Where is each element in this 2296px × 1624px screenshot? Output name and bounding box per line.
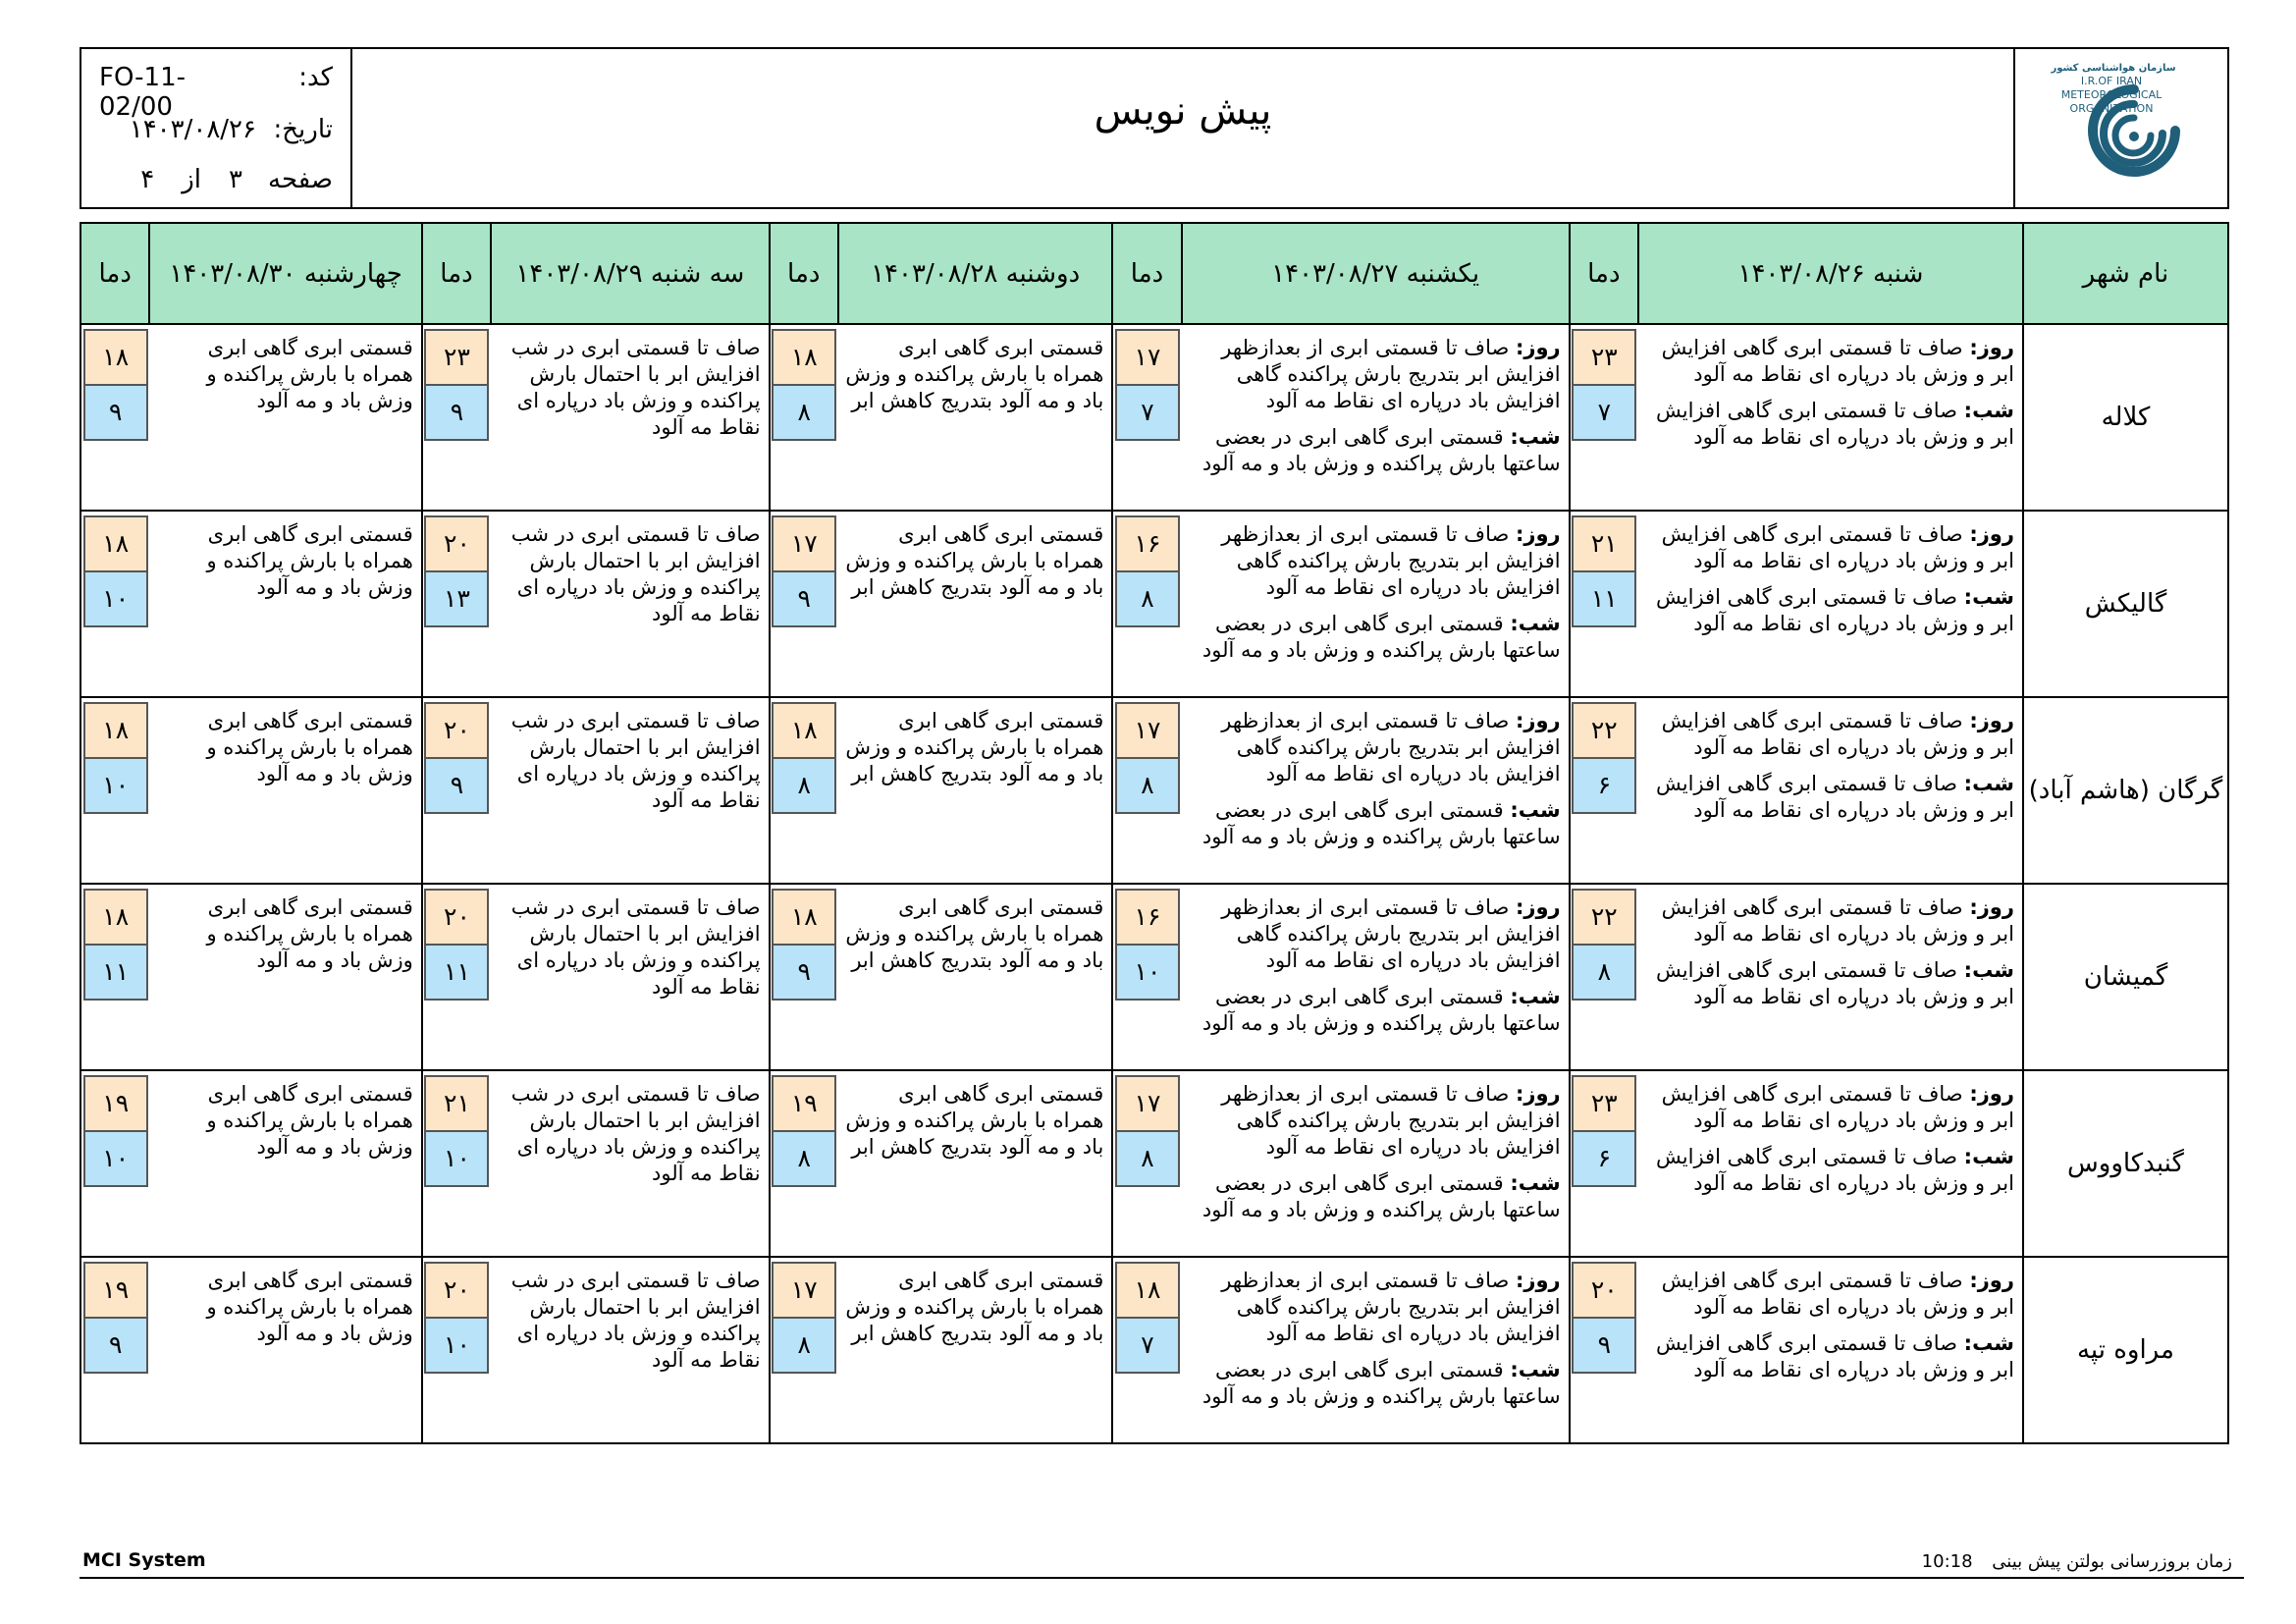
day-4-temp [422,324,491,511]
min-temp: ۱۱ [1574,572,1634,625]
night-forecast: شب: صاف تا قسمتی ابری گاهی افزایش ابر و وزش باد درپاره ای نقاط مه آلود [1656,772,2014,822]
min-temp: ۹ [774,572,834,625]
min-temp: ۱۰ [426,1132,487,1185]
night-forecast: شب: قسمتی ابری گاهی ابری در بعضی ساعتها بارش پراکنده و وزش باد و مه آلود [1201,798,1561,848]
min-temp: ۷ [1574,386,1634,439]
max-temp: ۲۱ [426,1077,487,1132]
temp-box [1115,1262,1180,1374]
temp-box [1572,1075,1636,1187]
temp-box [424,702,489,814]
day-5-temp [80,884,149,1070]
min-temp: ۱۰ [85,572,146,625]
max-temp: ۱۸ [774,891,834,946]
day-5-header: چهارشنبه ۱۴۰۳/۰۸/۳۰ [149,223,421,324]
org-logo [2013,49,2227,207]
max-temp: ۱۸ [85,517,146,572]
day-1-forecast [1638,324,2023,511]
min-temp: ۱۰ [85,759,146,812]
night-label: شب: [1510,425,1561,449]
footer-update-label: زمان بروزرسانی بولتن پیش بینی [1992,1551,2232,1572]
temp-box [1572,515,1636,627]
day-forecast: روز: صاف تا قسمتی ابری گاهی افزایش ابر و وزش باد درپاره ای نقاط مه آلود [1661,709,2014,759]
day-2-forecast [1182,324,1570,511]
day-1-temp [1570,884,1638,1070]
day-3-temp [770,1070,838,1257]
table-header-row [80,223,2228,324]
page-row [99,165,333,194]
night-forecast: شب: قسمتی ابری گاهی ابری در بعضی ساعتها بارش پراکنده و وزش باد و مه آلود [1201,612,1561,662]
temp-header: دما [1570,223,1638,324]
day-4-temp [422,884,491,1070]
temp-header: دما [770,223,838,324]
night-forecast: شب: صاف تا قسمتی ابری گاهی افزایش ابر و وزش باد درپاره ای نقاط مه آلود [1656,399,2014,449]
date-value: ۱۴۰۳/۰۸/۲۶ [129,115,256,144]
day-2-forecast [1182,1070,1570,1257]
min-temp: ۸ [774,1319,834,1372]
day-2-temp [1112,884,1181,1070]
temp-box [772,1075,836,1187]
max-temp: ۲۳ [426,331,487,386]
day-3-temp [770,511,838,697]
day-label: روز: [1969,336,2014,359]
day-4-forecast: صاف تا قسمتی ابری در شب افزایش ابر با احتمال بارش پراکنده و وزش باد درپاره ای نقاط مه آلود [491,324,769,511]
day-4-temp [422,1070,491,1257]
city-name: گنبدکاووس [2023,1070,2228,1257]
day-5-forecast: قسمتی ابری گاهی ابری همراه با بارش پراکنده و وزش باد و مه آلود [149,1070,421,1257]
day-forecast: روز: صاف تا قسمتی ابری گاهی افزایش ابر و وزش باد درپاره ای نقاط مه آلود [1661,895,2014,946]
min-temp: ۹ [85,386,146,439]
temp-box [772,515,836,627]
day-forecast: روز: صاف تا قسمتی ابری از بعدازظهر افزایش ابر بتدریج بارش پراکنده گاهی افزایش باد درپاره ای نقاط مه آلود [1221,1082,1561,1159]
max-temp: ۲۰ [426,704,487,759]
day-forecast: روز: صاف تا قسمتی ابری گاهی افزایش ابر و وزش باد درپاره ای نقاط مه آلود [1661,1269,2014,1319]
date-label: تاریخ: [273,115,333,144]
min-temp: ۹ [774,946,834,999]
temp-box [83,329,148,441]
max-temp: ۱۶ [1117,517,1178,572]
day-4-temp [422,697,491,884]
max-temp: ۱۹ [85,1077,146,1132]
temp-box [1115,702,1180,814]
day-1-forecast [1638,884,2023,1070]
max-temp: ۲۳ [1574,1077,1634,1132]
night-forecast: شب: صاف تا قسمتی ابری گاهی افزایش ابر و وزش باد درپاره ای نقاط مه آلود [1656,1331,2014,1381]
city-column-header: نام شهر [2023,223,2228,324]
day-2-forecast [1182,1257,1570,1443]
night-forecast: شب: صاف تا قسمتی ابری گاهی افزایش ابر و وزش باد درپاره ای نقاط مه آلود [1656,958,2014,1008]
day-5-temp [80,1070,149,1257]
min-temp: ۸ [1117,1132,1178,1185]
footer-update-info [1922,1551,2232,1572]
night-label: شب: [1510,1358,1561,1381]
max-temp: ۱۸ [774,331,834,386]
temp-box [424,515,489,627]
day-forecast: روز: صاف تا قسمتی ابری گاهی افزایش ابر و وزش باد درپاره ای نقاط مه آلود [1661,522,2014,572]
day-3-header: دوشنبه ۱۴۰۳/۰۸/۲۸ [838,223,1112,324]
night-label: شب: [1963,958,2014,982]
temp-box [1572,1262,1636,1374]
min-temp: ۹ [426,759,487,812]
min-temp: ۶ [1574,759,1634,812]
day-4-forecast: صاف تا قسمتی ابری در شب افزایش ابر با احتمال بارش پراکنده و وزش باد درپاره ای نقاط مه آلود [491,884,769,1070]
night-label: شب: [1963,1331,2014,1355]
day-3-forecast: قسمتی ابری گاهی ابری همراه با بارش پراکنده و وزش باد و مه آلود بتدریج کاهش ابر [838,324,1112,511]
night-label: شب: [1963,585,2014,609]
min-temp: ۹ [1574,1319,1634,1372]
day-forecast: روز: صاف تا قسمتی ابری گاهی افزایش ابر و وزش باد درپاره ای نقاط مه آلود [1661,1082,2014,1132]
day-label: روز: [1969,709,2014,732]
temp-box [83,889,148,1001]
day-1-header: شنبه ۱۴۰۳/۰۸/۲۶ [1638,223,2023,324]
temp-box [1115,515,1180,627]
day-5-forecast: قسمتی ابری گاهی ابری همراه با بارش پراکنده و وزش باد و مه آلود [149,1257,421,1443]
max-temp: ۲۲ [1574,704,1634,759]
day-4-forecast: صاف تا قسمتی ابری در شب افزایش ابر با احتمال بارش پراکنده و وزش باد درپاره ای نقاط مه آلود [491,697,769,884]
night-forecast: شب: قسمتی ابری گاهی ابری در بعضی ساعتها بارش پراکنده و وزش باد و مه آلود [1201,1358,1561,1408]
max-temp: ۱۸ [774,704,834,759]
day-4-temp [422,511,491,697]
day-label: روز: [1516,522,1561,546]
night-forecast: شب: قسمتی ابری گاهی ابری در بعضی ساعتها بارش پراکنده و وزش باد و مه آلود [1201,425,1561,475]
date-row [99,115,333,144]
day-3-forecast: قسمتی ابری گاهی ابری همراه با بارش پراکنده و وزش باد و مه آلود بتدریج کاهش ابر [838,511,1112,697]
day-2-temp [1112,324,1181,511]
city-name: کلاله [2023,324,2228,511]
day-forecast: روز: صاف تا قسمتی ابری از بعدازظهر افزایش ابر بتدریج بارش پراکنده گاهی افزایش باد درپاره ای نقاط مه آلود [1221,1269,1561,1345]
min-temp: ۸ [1117,572,1178,625]
day-1-temp [1570,697,1638,884]
day-2-forecast [1182,697,1570,884]
logo-text-1: I.R.OF IRAN [2080,75,2143,87]
day-3-forecast: قسمتی ابری گاهی ابری همراه با بارش پراکنده و وزش باد و مه آلود بتدریج کاهش ابر [838,884,1112,1070]
night-label: شب: [1963,772,2014,795]
min-temp: ۱۱ [85,946,146,999]
min-temp: ۶ [1574,1132,1634,1185]
night-label: شب: [1510,1171,1561,1195]
max-temp: ۲۰ [1574,1264,1634,1319]
temp-box [83,1262,148,1374]
night-forecast: شب: قسمتی ابری گاهی ابری در بعضی ساعتها بارش پراکنده و وزش باد و مه آلود [1201,985,1561,1035]
day-4-forecast: صاف تا قسمتی ابری در شب افزایش ابر با احتمال بارش پراکنده و وزش باد درپاره ای نقاط مه آلود [491,511,769,697]
day-label: روز: [1516,1082,1561,1106]
day-5-temp [80,324,149,511]
footer-system-name: MCI System [82,1549,206,1571]
day-1-forecast [1638,1070,2023,1257]
day-label: روز: [1969,1269,2014,1292]
min-temp: ۱۰ [426,1319,487,1372]
table-row [80,511,2228,697]
night-label: شب: [1510,985,1561,1008]
min-temp: ۸ [774,386,834,439]
day-5-forecast: قسمتی ابری گاهی ابری همراه با بارش پراکنده و وزش باد و مه آلود [149,511,421,697]
day-1-temp [1570,1070,1638,1257]
table-row [80,324,2228,511]
logo-emblem-icon [2015,49,2225,207]
table-row [80,884,2228,1070]
min-temp: ۱۳ [426,572,487,625]
temp-box [83,515,148,627]
temp-box [772,1262,836,1374]
night-label: شب: [1963,1145,2014,1168]
page-total: ۴ [140,165,155,194]
city-name: مراوه تپه [2023,1257,2228,1443]
day-4-forecast: صاف تا قسمتی ابری در شب افزایش ابر با احتمال بارش پراکنده و وزش باد درپاره ای نقاط مه آلود [491,1070,769,1257]
max-temp: ۲۲ [1574,891,1634,946]
night-label: شب: [1510,612,1561,635]
day-3-forecast: قسمتی ابری گاهی ابری همراه با بارش پراکنده و وزش باد و مه آلود بتدریج کاهش ابر [838,1257,1112,1443]
day-5-temp [80,1257,149,1443]
day-3-temp [770,324,838,511]
night-label: شب: [1963,399,2014,422]
day-5-temp [80,511,149,697]
city-name: گمیشان [2023,884,2228,1070]
day-1-temp [1570,324,1638,511]
logo-text-fa: سازمان هواشناسی کشور [2051,63,2176,74]
city-name: گالیکش [2023,511,2228,697]
city-name: گرگان (هاشم آباد) [2023,697,2228,884]
day-forecast: روز: صاف تا قسمتی ابری از بعدازظهر افزایش ابر بتدریج بارش پراکنده گاهی افزایش باد درپاره ای نقاط مه آلود [1221,522,1561,599]
day-2-forecast [1182,511,1570,697]
day-forecast: روز: صاف تا قسمتی ابری از بعدازظهر افزایش ابر بتدریج بارش پراکنده گاهی افزایش باد درپاره ای نقاط مه آلود [1221,336,1561,412]
day-forecast: روز: صاف تا قسمتی ابری از بعدازظهر افزایش ابر بتدریج بارش پراکنده گاهی افزایش باد درپاره ای نقاط مه آلود [1221,895,1561,972]
table-row [80,1070,2228,1257]
day-label: روز: [1516,336,1561,359]
min-temp: ۸ [1574,946,1634,999]
max-temp: ۱۶ [1117,891,1178,946]
day-label: روز: [1516,1269,1561,1292]
day-3-forecast: قسمتی ابری گاهی ابری همراه با بارش پراکنده و وزش باد و مه آلود بتدریج کاهش ابر [838,697,1112,884]
temp-box [424,1075,489,1187]
temp-box [1572,889,1636,1001]
max-temp: ۲۱ [1574,517,1634,572]
day-3-temp [770,1257,838,1443]
day-1-temp [1570,1257,1638,1443]
day-2-temp [1112,1070,1181,1257]
day-4-header: سه شنبه ۱۴۰۳/۰۸/۲۹ [491,223,769,324]
temp-box [1115,1075,1180,1187]
temp-box [424,889,489,1001]
temp-box [83,1075,148,1187]
day-4-forecast: صاف تا قسمتی ابری در شب افزایش ابر با احتمال بارش پراکنده و وزش باد درپاره ای نقاط مه آلود [491,1257,769,1443]
day-2-header: یکشنبه ۱۴۰۳/۰۸/۲۷ [1182,223,1570,324]
max-temp: ۱۷ [1117,331,1178,386]
max-temp: ۲۰ [426,891,487,946]
code-row [99,63,333,122]
min-temp: ۹ [85,1319,146,1372]
day-forecast: روز: صاف تا قسمتی ابری از بعدازظهر افزایش ابر بتدریج بارش پراکنده گاهی افزایش باد درپاره ای نقاط مه آلود [1221,709,1561,785]
min-temp: ۷ [1117,1319,1178,1372]
page-title: پیش نویس [1094,88,1272,134]
max-temp: ۱۸ [85,891,146,946]
max-temp: ۲۰ [426,517,487,572]
day-1-forecast [1638,511,2023,697]
max-temp: ۲۰ [426,1264,487,1319]
min-temp: ۱۰ [85,1132,146,1185]
day-2-temp [1112,697,1181,884]
code-value: FO-11-02/00 [99,63,186,122]
max-temp: ۱۷ [774,517,834,572]
logo-text-2: METEOROLOGICAL [2060,88,2163,101]
temp-header: دما [422,223,491,324]
min-temp: ۹ [426,386,487,439]
day-label: روز: [1969,1082,2014,1106]
document-meta [81,49,352,207]
day-3-forecast: قسمتی ابری گاهی ابری همراه با بارش پراکنده و وزش باد و مه آلود بتدریج کاهش ابر [838,1070,1112,1257]
temp-box [772,329,836,441]
temp-box [424,1262,489,1374]
day-1-forecast [1638,1257,2023,1443]
max-temp: ۱۸ [85,331,146,386]
max-temp: ۱۷ [1117,1077,1178,1132]
min-temp: ۸ [774,1132,834,1185]
temp-box [83,702,148,814]
temp-box [1115,889,1180,1001]
min-temp: ۸ [774,759,834,812]
min-temp: ۸ [1117,759,1178,812]
day-4-temp [422,1257,491,1443]
temp-box [1572,702,1636,814]
temp-box [1572,329,1636,441]
day-1-temp [1570,511,1638,697]
footer-divider [80,1577,2244,1579]
day-label: روز: [1969,895,2014,919]
max-temp: ۱۸ [85,704,146,759]
temp-box [424,329,489,441]
temp-header: دما [1112,223,1181,324]
page-of: از [182,165,202,194]
min-temp: ۷ [1117,386,1178,439]
temp-header: دما [80,223,149,324]
day-label: روز: [1969,522,2014,546]
forecast-table [80,222,2229,1444]
max-temp: ۲۳ [1574,331,1634,386]
day-5-forecast: قسمتی ابری گاهی ابری همراه با بارش پراکنده و وزش باد و مه آلود [149,884,421,1070]
max-temp: ۱۷ [774,1264,834,1319]
day-label: روز: [1516,709,1561,732]
min-temp: ۱۰ [1117,946,1178,999]
night-label: شب: [1510,798,1561,822]
day-forecast: روز: صاف تا قسمتی ابری گاهی افزایش ابر و وزش باد درپاره ای نقاط مه آلود [1661,336,2014,386]
temp-box [772,702,836,814]
page-label: صفحه [268,165,333,194]
min-temp: ۱۱ [426,946,487,999]
day-1-forecast [1638,697,2023,884]
day-2-forecast [1182,884,1570,1070]
night-forecast: شب: صاف تا قسمتی ابری گاهی افزایش ابر و وزش باد درپاره ای نقاط مه آلود [1656,585,2014,635]
code-label: کد: [298,63,333,92]
day-3-temp [770,884,838,1070]
day-label: روز: [1516,895,1561,919]
max-temp: ۱۷ [1117,704,1178,759]
footer-update-time: 10:18 [1921,1551,1973,1572]
day-2-temp [1112,511,1181,697]
page-current: ۳ [229,165,242,194]
day-5-temp [80,697,149,884]
max-temp: ۱۹ [85,1264,146,1319]
logo-text-3: ORGANIZATION [2069,102,2154,115]
night-forecast: شب: صاف تا قسمتی ابری گاهی افزایش ابر و وزش باد درپاره ای نقاط مه آلود [1656,1145,2014,1195]
table-row [80,1257,2228,1443]
table-row [80,697,2228,884]
document-header [80,47,2229,209]
day-5-forecast: قسمتی ابری گاهی ابری همراه با بارش پراکنده و وزش باد و مه آلود [149,324,421,511]
temp-box [1115,329,1180,441]
night-forecast: شب: قسمتی ابری گاهی ابری در بعضی ساعتها بارش پراکنده و وزش باد و مه آلود [1201,1171,1561,1221]
max-temp: ۱۸ [1117,1264,1178,1319]
day-3-temp [770,697,838,884]
day-2-temp [1112,1257,1181,1443]
temp-box [772,889,836,1001]
day-5-forecast: قسمتی ابری گاهی ابری همراه با بارش پراکنده و وزش باد و مه آلود [149,697,421,884]
max-temp: ۱۹ [774,1077,834,1132]
